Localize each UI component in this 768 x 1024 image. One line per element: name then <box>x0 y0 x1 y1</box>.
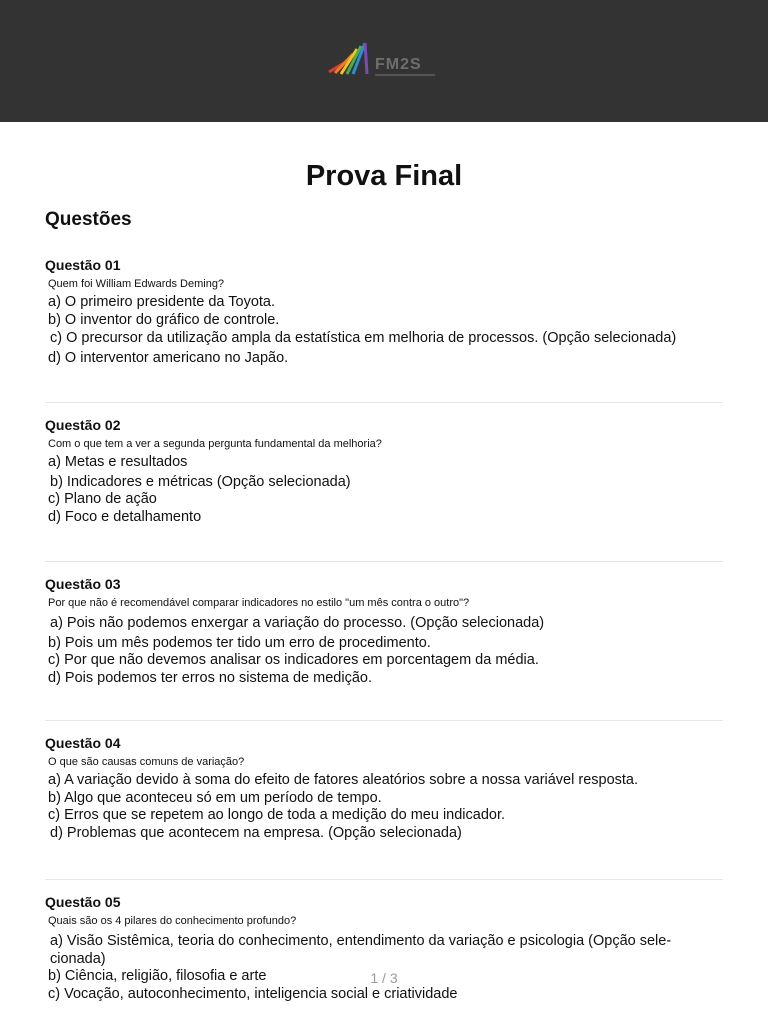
answer-option: b) Algo que aconteceu só em um período de tempo. <box>48 789 382 806</box>
answer-option: c) Erros que se repetem ao longo de toda a medição do meu indicador. <box>48 807 506 823</box>
answer-option: c) Vocação, autoconhecimento, inteligencia social e criatividade <box>48 985 458 1002</box>
question-text: Com o que tem a ver a segunda pergunta fundamental da melhoria? <box>48 438 382 450</box>
question-text: Quais são os 4 pilares do conhecimento profundo? <box>48 915 297 927</box>
question-heading: Questão 01 <box>45 257 121 273</box>
question-heading: Questão 04 <box>45 735 121 751</box>
answer-option-selected: b) Indicadores e métricas (Opção selecionada) <box>50 473 351 490</box>
answer-option: a) A variação devido à soma do efeito de fatores aleatórios sobre a nossa variável resposta. <box>48 772 639 788</box>
question-divider <box>45 879 723 880</box>
question-block <box>45 734 725 842</box>
answer-option: a) Metas e resultados <box>48 454 188 470</box>
question-heading: Questão 03 <box>45 576 121 592</box>
question-text: O que são causas comuns de variação? <box>48 756 245 768</box>
answer-option: b) Pois um mês podemos ter tido um erro de procedimento. <box>48 634 431 651</box>
answer-option: d) Pois podemos ter erros no sistema de medição. <box>48 669 372 686</box>
question-divider <box>45 561 723 562</box>
fm2s-logo <box>327 40 437 80</box>
question-block <box>45 256 725 367</box>
answer-option: d) Foco e detalhamento <box>48 508 202 525</box>
answer-option: b) O inventor do gráfico de controle. <box>48 311 280 328</box>
answer-option-selected: a) Visão Sistêmica, teoria do conhecimento, entendimento da variação e psicologia (Opção sele- <box>50 933 672 949</box>
page-header <box>0 0 768 122</box>
question-heading: Questão 02 <box>45 417 121 433</box>
question-heading: Questão 05 <box>45 894 121 910</box>
logo-stripes-icon <box>327 40 373 76</box>
question-text: Quem foi William Edwards Deming? <box>48 278 225 290</box>
answer-option: d) O interventor americano no Japão. <box>48 349 289 366</box>
page-number: 1 / 3 <box>370 970 398 986</box>
answer-option: c) Plano de ação <box>48 491 157 507</box>
question-block <box>45 416 725 526</box>
question-divider <box>45 402 723 403</box>
answer-option-selected: c) O precursor da utilização ampla da estatística em melhoria de processos. (Opção selecionada) <box>50 330 677 346</box>
question-block <box>45 575 725 687</box>
answer-option-selected: a) Pois não podemos enxergar a variação do processo. (Opção selecionada) <box>50 615 545 631</box>
answer-option: a) O primeiro presidente da Toyota. <box>48 294 276 310</box>
section-title: Questões <box>45 209 132 230</box>
logo-text: FM2S <box>375 56 422 73</box>
answer-option: c) Por que não devemos analisar os indicadores em porcentagem da média. <box>48 652 539 668</box>
answer-option-selected-continued: cionada) <box>50 950 106 967</box>
answer-option: b) Ciência, religião, filosofia e arte <box>48 968 267 984</box>
question-text: Por que não é recomendável comparar indicadores no estilo "um mês contra o outro"? <box>48 597 470 609</box>
question-divider <box>45 720 723 721</box>
answer-option-selected: d) Problemas que acontecem na empresa. (Opção selecionada) <box>50 824 462 841</box>
question-block <box>45 893 725 1003</box>
page-title: Prova Final <box>305 160 463 192</box>
logo-tagline-bar <box>375 74 435 76</box>
